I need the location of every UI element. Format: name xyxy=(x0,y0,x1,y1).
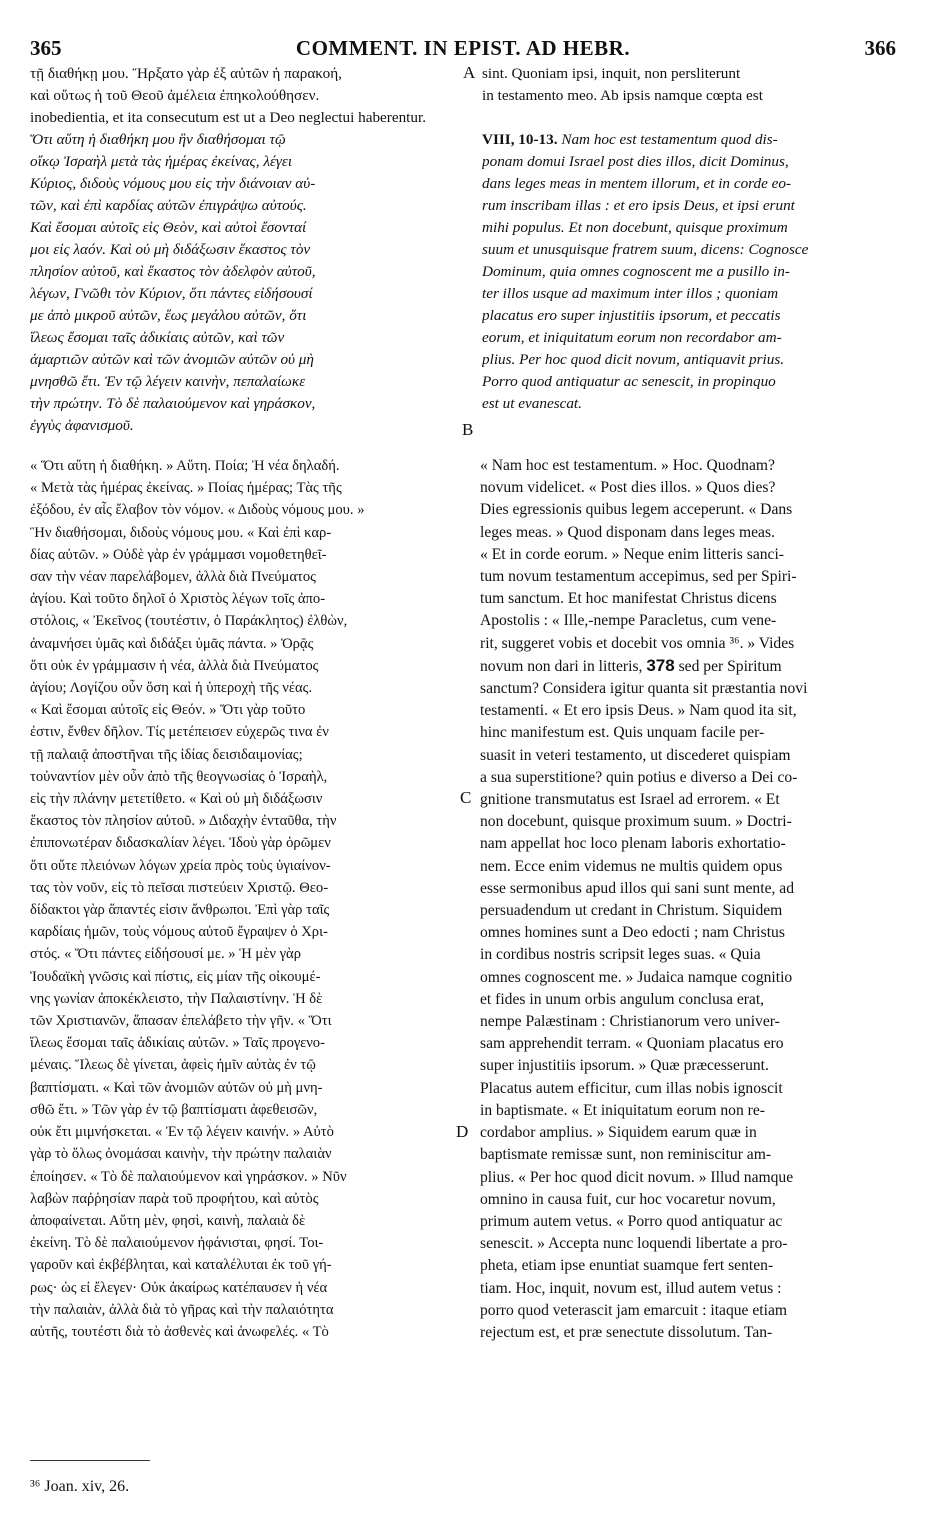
text-line: suum et unusquisque fratrem suum, dicens: Cognosce xyxy=(482,241,809,258)
text-line: με ἀπὸ μικροῦ αὐτῶν, ἕως μεγάλου αὐτῶν, ὅτι xyxy=(30,307,307,324)
text-line: pheta, etiam ipse enuntiat suamque fert senten- xyxy=(480,1257,774,1275)
latin-top-text xyxy=(482,63,896,107)
text-line: leges meas. » Quod disponam dans leges meas. xyxy=(480,523,775,541)
text-line: Porro quod antiquatur ac senescit, in propinquo xyxy=(482,373,776,390)
text-line: hinc manifestum est. Quis unquam facile per- xyxy=(480,724,765,742)
greek-top-text xyxy=(30,63,460,107)
text-line: τῶν, καὶ ἐπὶ καρδίας αὐτῶν ἐπιγράψω αὐτούς. xyxy=(30,197,307,214)
text-line: νης γωνίαν ἀποκέκλειστο, τὴν Παλαιστίνην. Ἡ δὲ xyxy=(30,990,323,1007)
text-line: γὰρ τὸ ὅλως ὀνομάσαι καινὴν, τὴν πρώτην παλαιὰν xyxy=(30,1146,332,1163)
text-line: τοὐναντίον μὲν οὖν ἀπὸ τῆς θεογνωσίας ὁ Ἰσραὴλ, xyxy=(30,768,328,785)
text-line: in cordibus nostris scripsit leges suas. « Quia xyxy=(480,946,761,964)
text-line: a sua superstitione? quin potius e diverso a Dei co- xyxy=(480,768,798,786)
text-line: τῶν Χριστιανῶν, ἅπασαν ἐπελάβετο τὴν γῆν. « Ὅτι xyxy=(30,1013,332,1030)
text-line: et fides in unum orbis angulum conclusa erat, xyxy=(480,990,765,1008)
full-width-line: inobedientia, et ita consecutum est ut a Deo neglectui haberentur. xyxy=(30,109,427,126)
text-line: οὐκ ἔτι μιμνήσκεται. « Ἐν τῷ λέγειν καινήν. » Αὐτὸ xyxy=(30,1124,334,1141)
latin-commentary xyxy=(480,455,896,1344)
text-line: σαν τὴν νέαν παρελάβομεν, ἀλλὰ διὰ Πνεύματος xyxy=(30,569,316,586)
margin-marker-b: B xyxy=(462,420,474,439)
text-line: ἵλεως ἔσομαι ταῖς ἀδικίαις αὐτῶν, καὶ τῶν xyxy=(30,329,285,346)
text-line: nam appellat hoc loco plenam laboris exhortatio- xyxy=(480,835,786,853)
text-line: ἵλεως ἔσομαι ταῖς ἀδικίαις αὐτῶν. » Ταῖς προγενο- xyxy=(30,1035,325,1052)
verse-reference: VIII, 10-13. xyxy=(482,131,558,148)
text-line: super injustitiis ipsorum. » Quæ præcesserunt. xyxy=(480,1057,769,1075)
text-line: omnes homines sunt a Deo edocti ; nam Christus xyxy=(480,924,785,942)
text-line: τῇ παλαιᾷ ἀποστῆναι τῆς ἰδίας δεισιδαιμονίας; xyxy=(30,746,303,763)
text-line: dans leges meas in mentem illorum, et in corde eo- xyxy=(482,175,792,192)
text-line: καρδίαις ἡμῶν, τοὺς νόμους αὐτοῦ ἔγραψεν ὁ Χρι- xyxy=(30,924,328,941)
text-line: plius. « Per hoc quod dicit novum. » Illud namque xyxy=(480,1168,794,1186)
text-line: ἁμαρτιῶν αὐτῶν καὶ τῶν ἀνομιῶν αὐτῶν οὐ μὴ xyxy=(30,351,314,368)
text-line: « Nam hoc est testamentum. » Hoc. Quodnam? xyxy=(480,457,775,474)
text-line: Καὶ ἔσομαι αὐτοῖς εἰς Θεὸν, καὶ αὐτοὶ ἔσονταί xyxy=(30,219,307,236)
greek-verse-text xyxy=(30,129,460,437)
text-line: ὅτι οὔτε πλειόνων λόγων χρεία πρὸς τοὺς ὑγιαίνον- xyxy=(30,857,331,874)
text-line: Apostolis : « Ille,-nempe Paracletus, cum vene- xyxy=(480,612,777,630)
text-line: καὶ οὕτως ἡ τοῦ Θεοῦ ἀμέλεια ἐπηκολούθησεν. xyxy=(30,87,320,104)
text-line: ἐγγὺς ἀφανισμοῦ. xyxy=(30,417,134,434)
text-line: esse sermonibus apud illos qui sani sunt mente, ad xyxy=(480,879,794,897)
margin-marker-a: A xyxy=(463,63,476,82)
text-line: « Et in corde eorum. » Neque enim litteris sanci- xyxy=(480,545,784,563)
text-line: rum inscribam illas : et ero ipsis Deus, et ipsi erunt xyxy=(482,197,795,214)
text-line: ἁγίου; Λογίζου οὖν ὅση καὶ ἡ ὑπεροχὴ τῆς νέας. xyxy=(30,680,313,697)
text-line: gnitione transmutatus est Israel ad errorem. « Et xyxy=(480,791,780,809)
text-line: Nam hoc est testamentum quod dis- xyxy=(561,131,778,148)
text-line: μέναις. Ἵλεως δὲ γίνεται, ἀφεὶς ἡμῖν αὐτὰς ἐν τῷ xyxy=(30,1057,316,1074)
text-line: « Καὶ ἔσομαι αὐτοῖς εἰς Θεόν. » Ὅτι γὰρ τοῦτο xyxy=(30,702,306,719)
text-line: ἀναμνήσει ὑμᾶς καὶ διδάξει ὑμᾶς πάντα. » Ὁρᾷς xyxy=(30,635,314,652)
text-line: ἕκαστος τὸν πλησίον αὐτοῦ. » Διδαχὴν ἐνταῦθα, τὴν xyxy=(30,813,337,830)
text-line: γαροῦν καὶ ἐκβέβληται, καὶ καταλέλυται ἐκ τοῦ γή- xyxy=(30,1257,332,1274)
text-line: Dominum, quia omnes cognoscent me a pusillo in- xyxy=(482,263,790,280)
text-line: est ut evanescat. xyxy=(482,395,582,412)
running-title: COMMENT. IN EPIST. AD HEBR. xyxy=(295,36,631,60)
text-line: novum non dari in litteris, 378 sed per Spiritum xyxy=(480,655,782,675)
text-line: Ὅτι αὕτη ἡ διαθήκη μου ἣν διαθήσομαι τῷ xyxy=(30,131,286,148)
text-line: αὐτῆς, τουτέστι διὰ τὸ ἀσθενὲς καὶ ἀνωφελές. « Τὸ xyxy=(30,1323,329,1340)
text-line: rit, suggeret vobis et docebit vos omnia ³⁶. » Vides xyxy=(480,634,795,652)
text-line: testamenti. « Et ero ipsis Deus. » Nam quod ita sit, xyxy=(480,702,797,720)
text-line: λαβὼν παῤῥησίαν παρὰ τοῦ προφήτου, καὶ αὐτὸς xyxy=(30,1190,319,1207)
text-line: μοι εἰς λαόν. Καὶ οὐ μὴ διδάξωσιν ἕκαστος τὸν xyxy=(30,241,311,258)
text-line: Κύριος, διδοὺς νόμους μου εἰς τὴν διάνοιαν αὐ- xyxy=(30,175,316,192)
text-line: in testamento meo. Ab ipsis namque cœpta est xyxy=(482,87,763,104)
text-line: « Μετὰ τὰς ἡμέρας ἐκείνας. » Ποίας ἡμέρας; Τὰς τῆς xyxy=(30,480,342,497)
text-line: Ἰουδαϊκὴ γνῶσις καὶ πίστις, εἰς μίαν τῆς οἰκουμέ- xyxy=(30,968,321,985)
text-line: non docebunt, quisque proximum suum. » Doctri- xyxy=(480,813,792,831)
text-line: ἐποίησεν. « Τὸ δὲ παλαιούμενον καὶ γηράσκον. » Νῦν xyxy=(30,1168,347,1185)
latin-verse-text xyxy=(482,129,896,415)
text-line: sanctum? Considera igitur quanta sit præstantia novi xyxy=(480,680,808,698)
text-line: ἁγίου. Καὶ τοῦτο δηλοῖ ὁ Χριστὸς λέγων τοῖς ἀπο- xyxy=(30,591,326,608)
greek-commentary xyxy=(30,455,460,1343)
text-line: δίδακτοι γὰρ ἅπαντές εἰσιν ἄνθρωποι. Ἐπὶ γὰρ ταῖς xyxy=(30,902,330,919)
text-line: eorum, et iniquitatum eorum non recordabor am- xyxy=(482,329,782,346)
text-line: στός. « Ὅτι πάντες εἰδήσουσί με. » Ἡ μὲν γὰρ xyxy=(30,946,301,963)
text-line: placatus ero super injustitiis ipsorum, et peccatis xyxy=(482,307,781,324)
text-line: in baptismate. « Et iniquitatum eorum non re- xyxy=(480,1101,765,1119)
text-line: persuadendum ut credant in Christum. Siquidem xyxy=(480,902,783,920)
page-number-right: 366 xyxy=(864,36,896,60)
text-line: « Ὅτι αὕτη ἡ διαθήκη. » Αὕτη. Ποία; Ἡ νέα δηλαδή. xyxy=(30,458,340,474)
text-line: rejectum est, et præ senectute dissolutum. Tan- xyxy=(480,1323,773,1341)
text-line: senescit. » Accepta nunc loquendi libertate a pro- xyxy=(480,1235,788,1253)
text-line: ἐκείνη. Τὸ δὲ παλαιούμενον ἠφάνισται, φησί. Τοι- xyxy=(30,1235,324,1252)
text-line: suasit in veteri testamento, ut discederet quispiam xyxy=(480,746,791,764)
running-header xyxy=(30,36,896,60)
text-line: ter illos usque ad maximum inter illos ; quoniam xyxy=(482,285,779,302)
text-line: omnino in causa fuit, cur hoc vocaretur novum, xyxy=(480,1190,776,1208)
text-line: cordabor amplius. » Siquidem earum quæ in xyxy=(480,1124,757,1142)
footnote: ³⁶ Joan. xiv, 26. xyxy=(30,1478,130,1495)
text-line: ρως· ὡς εἰ ἔλεγεν· Οὐκ ἀκαίρως κατέπαυσεν ἡ νέα xyxy=(30,1279,328,1296)
text-line: plius. Per hoc quod dicit novum, antiquavit prius. xyxy=(482,351,785,368)
text-line: τῇ διαθήκῃ μου. Ἤρξατο γὰρ ἐξ αὐτῶν ἡ παρακοή, xyxy=(30,65,342,82)
text-line: ἐστιν, ἔνθεν δῆλον. Τίς μετέπεισεν εὐχερῶς τινα ἐν xyxy=(30,724,329,741)
text-line: εἰς τὴν πλάνην μετετίθετο. « Καὶ οὐ μὴ διδάξωσιν xyxy=(30,791,323,808)
text-line: μνησθῶ ἔτι. Ἐν τῷ λέγειν καινὴν, πεπαλαίωκε xyxy=(30,373,306,390)
text-line: ἀποφαίνεται. Αὕτη μὲν, φησὶ, καινὴ, παλαιὰ δὲ xyxy=(30,1212,306,1229)
text-line: τὴν πρώτην. Τὸ δὲ παλαιούμενον καὶ γηράσκον, xyxy=(30,395,316,412)
text-line: δίας αὐτῶν. » Οὐδὲ γὰρ ἐν γράμμασι νομοθετηθεῖ- xyxy=(30,546,327,563)
text-line: τας τὸν νοῦν, εἰς τὸ πεῖσαι πιστεύειν Χριστῷ. Θεο- xyxy=(30,879,329,896)
text-line: primum autem vetus. « Porro quod antiquatur ac xyxy=(480,1212,783,1230)
text-line: ponam domui Israel post dies illos, dicit Dominus, xyxy=(482,153,789,170)
footnote-rule xyxy=(30,1460,150,1461)
margin-marker-d: D xyxy=(456,1122,469,1141)
page-number-left: 365 xyxy=(30,36,62,60)
text-line: tiam. Hoc, inquit, novum est, illud autem vetus : xyxy=(480,1279,782,1297)
text-line: omnes cognoscent me. » Judaica namque cognitio xyxy=(480,968,793,986)
text-line: nempe Palæstinam : Christianorum vero univer- xyxy=(480,1013,780,1031)
text-line: novum videlicet. « Post dies illos. » Quos dies? xyxy=(480,479,776,497)
text-line: sam apprehendit terram. « Quoniam placatus ero xyxy=(480,1035,784,1053)
text-line: σθῶ ἔτι. » Τῶν γὰρ ἐν τῷ βαπτίσματι ἀφεθεισῶν, xyxy=(30,1101,318,1118)
text-line: Placatus autem efficitur, cum illas nobis ignoscit xyxy=(480,1079,783,1097)
text-line: ἐξόδου, ἐν αἷς ἔλαβον τὸν νόμον. « Διδοὺς νόμους μου. » xyxy=(30,502,365,519)
text-line: mihi populus. Et non docebunt, quisque proximum xyxy=(482,219,788,236)
text-line: βαπτίσματι. « Καὶ τῶν ἀνομιῶν αὐτῶν οὐ μὴ μνη- xyxy=(30,1079,323,1096)
text-line: tum sanctum. Et hoc manifestat Christus dicens xyxy=(480,590,777,608)
text-line: οἴκῳ Ἰσραὴλ μετὰ τὰς ἡμέρας ἐκείνας, λέγει xyxy=(30,153,293,170)
text-line: τὴν παλαιὰν, ἀλλὰ διὰ τὸ γῆρας καὶ τὴν παλαιότητα xyxy=(30,1301,334,1318)
text-line: πλησίον αὐτοῦ, καὶ ἕκαστος τὸν ἀδελφὸν αὐτοῦ, xyxy=(30,263,316,280)
text-line: porro quod veterascit jam emarcuit : itaque etiam xyxy=(480,1301,787,1319)
text-line: ἐπιπονωτέραν διδασκαλίαν λέγει. Ἰδοὺ γὰρ ὁρῶμεν xyxy=(30,835,331,852)
text-line: baptismate remissæ sunt, non reminiscitur am- xyxy=(480,1146,772,1164)
text-line: Ἣν διαθήσομαι, διδοὺς νόμους μου. « Καὶ ἐπὶ καρ- xyxy=(30,524,332,541)
text-line: nem. Ecce enim videmus ne multis quidem opus xyxy=(480,857,783,875)
text-line: λέγων, Γνῶθι τὸν Κύριον, ὅτι πάντες εἰδήσουσί xyxy=(30,285,313,302)
text-line: Dies egressionis quibus legem acceperunt. « Dans xyxy=(480,501,793,519)
text-line: tum novum testamentum accepimus, sed per Spiri- xyxy=(480,568,797,586)
text-line: sint. Quoniam ipsi, inquit, non persliterunt xyxy=(482,65,741,82)
text-line: στόλοις, « Ἐκεῖνος (τουτέστιν, ὁ Παράκλητος) ἐλθὼν, xyxy=(30,613,348,630)
text-line: ὅτι οὐκ ἐν γράμμασιν ἡ νέα, ἀλλὰ διὰ Πνεύματος xyxy=(30,657,319,674)
margin-marker-c: C xyxy=(460,788,472,807)
column-number: 378 xyxy=(646,655,675,675)
